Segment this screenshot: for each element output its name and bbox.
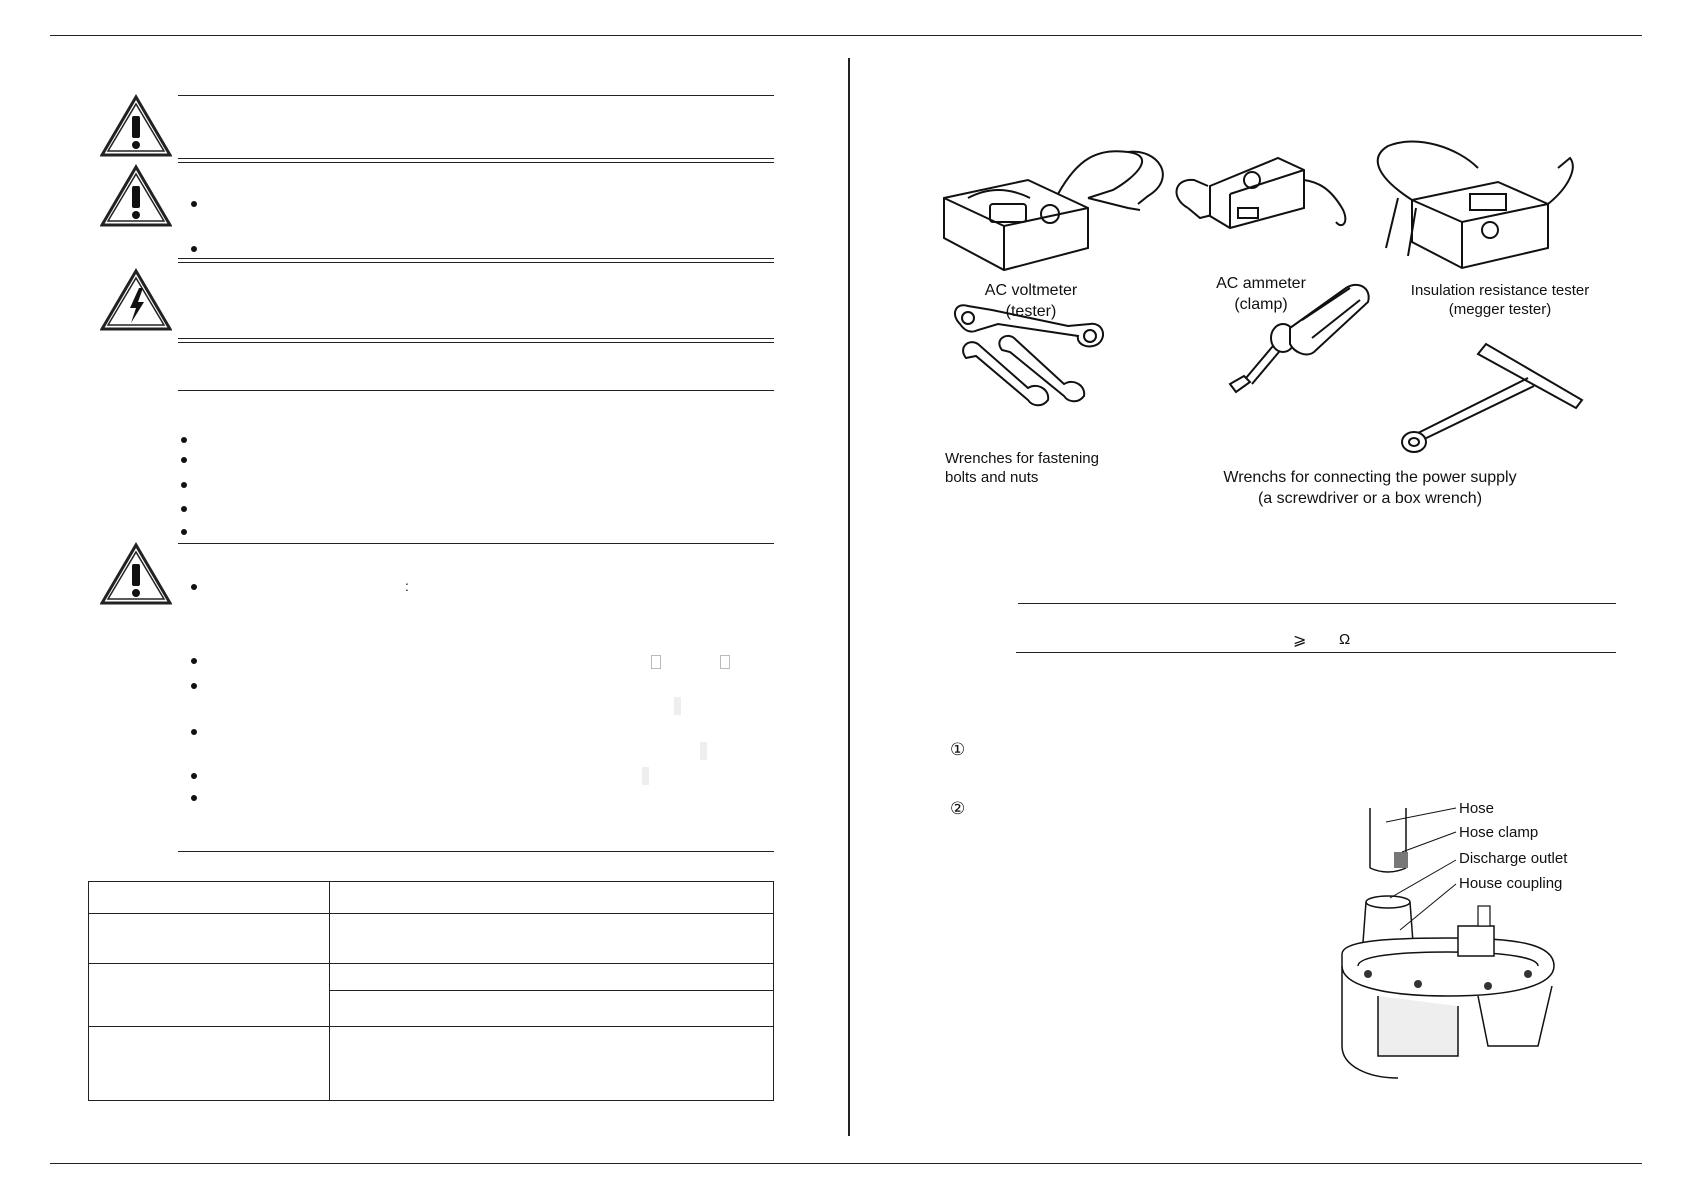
rule [178,390,774,391]
top-rule [50,35,1642,36]
table-row [89,882,774,914]
placeholder-glyph [674,697,681,715]
rule-double [178,158,774,163]
house-coupling-label: House coupling [1459,875,1563,892]
colon-mark: : [405,578,409,594]
hose-label: Hose [1459,800,1495,817]
ammeter-caption-line1: AC ammeter [1216,275,1306,292]
hose-clamp-label: Hose clamp [1459,824,1539,841]
warning-triangle-icon [100,164,172,228]
rule [1018,603,1616,604]
table-row [89,1027,774,1101]
wrenches-caption-line1: Wrenches for fastening [945,450,1099,467]
bullet [181,482,187,488]
bullet [191,729,197,735]
bullet [181,457,187,463]
rule [178,851,774,852]
step-2-marker: ② [950,799,966,819]
bullet [181,506,187,512]
insulation-caption [1380,281,1620,319]
table-cell [330,991,774,1027]
greater-equal-symbol: ⩾ [1293,632,1307,649]
box-wrench-drawing [1402,344,1582,452]
rule-double [178,338,774,343]
bullet [191,201,197,207]
wrenches-caption-line2: bolts and nuts [945,469,1039,486]
table-cell [330,914,774,964]
table-cell [89,914,330,964]
rule [178,95,774,96]
bullet [191,795,197,801]
bullet [181,529,187,535]
rule [1016,652,1616,653]
rule-double [178,258,774,263]
megger-drawing [1378,142,1573,268]
bullet [191,246,197,252]
table-cell [89,882,330,914]
power-caption [1170,467,1570,509]
ammeter-drawing [1177,158,1346,228]
warning-triangle-icon [100,94,172,158]
ammeter-caption-line2: (clamp) [1234,296,1288,313]
table-row [89,964,774,991]
voltmeter-caption [946,280,1116,322]
warning-triangle-icon [100,542,172,606]
discharge-outlet-label: Discharge outlet [1459,850,1568,867]
spec-table [88,881,774,1101]
step-1-marker: ① [950,740,966,760]
bullet [191,683,197,689]
power-caption-line1: Wrenchs for connecting the power supply [1223,469,1517,486]
table-cell [89,964,330,1027]
wrenches-caption [945,449,1165,487]
rule [178,543,774,544]
bullet [191,658,197,664]
table-cell [330,1027,774,1101]
table-cell [330,964,774,991]
bullet [191,773,197,779]
bottom-rule [50,1163,1642,1164]
placeholder-glyph [642,767,649,785]
placeholder-glyph [720,655,730,669]
voltmeter-caption-line1: AC voltmeter [984,282,1078,299]
hose-figure [1338,806,1562,1080]
electric-hazard-icon [100,268,172,332]
table-row [89,914,774,964]
placeholder-glyph [651,655,661,669]
insulation-caption-line2: (megger tester) [1448,301,1552,318]
voltmeter-caption-line2: (tester) [1005,303,1057,320]
bullet [191,584,197,590]
bullet [181,437,187,443]
ammeter-caption [1176,273,1346,315]
table-cell [89,1027,330,1101]
power-caption-line2: (a screwdriver or a box wrench) [1257,490,1483,507]
column-divider [848,58,850,1136]
table-cell [330,882,774,914]
voltmeter-drawing [944,151,1163,270]
ohm-symbol: Ω [1339,631,1351,648]
placeholder-glyph [700,742,707,760]
insulation-caption-line1: Insulation resistance tester [1410,282,1590,299]
